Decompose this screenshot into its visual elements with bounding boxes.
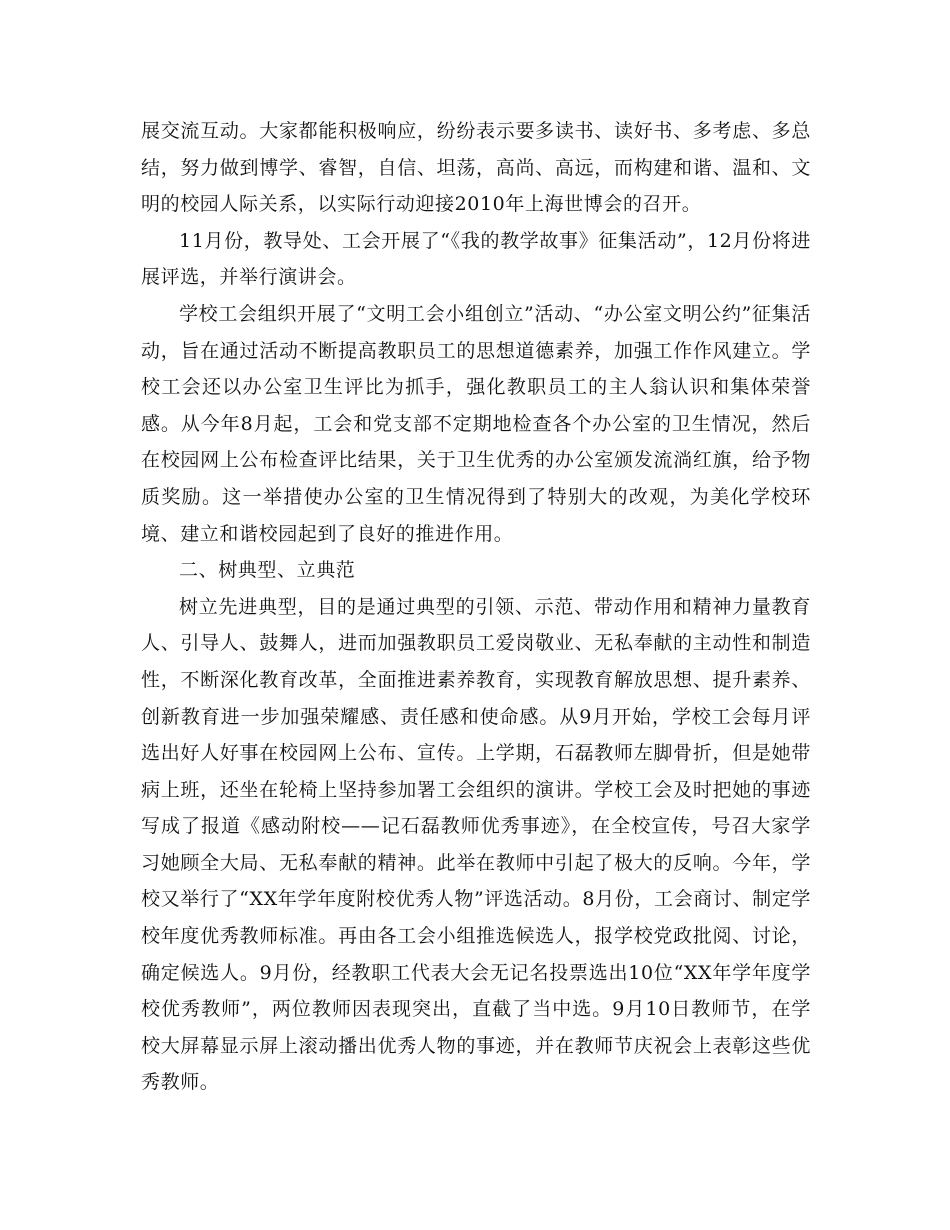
paragraph-continued: 展交流互动。大家都能积极响应，纷纷表示要多读书、读好书、多考虑、多总结，努力做到博学、睿智，自信、坦荡，高尚、高远，而构建和谐、温和、文明的校园人际关系，以实际行动迎接2010年上海世博会的召开。 bbox=[141, 120, 811, 216]
paragraph-role-models: 树立先进典型，目的是通过典型的引领、示范、带动作用和精神力量教育人、引导人、鼓舞人，进而加强教职员工爱岗敬业、无私奉献的主动性和制造性，不断深化教育改革，全面推进素养教育，实现教育解放思想、提升素养、创新教育进一步加强荣耀感、责任感和使命感。从9月开始，学校工会每月评选出好人好事在校园网上公布、宣传。上学期，石磊教师左脚骨折，但是她带病上班，还坐在轮椅上坚持参加署工会组织的演讲。学校工会及时把她的事迹写成了报道《感动附校——记石磊教师优秀事迹》，在全校宣传，号召大家学习她顾全大局、无私奉献的精神。此举在教师中引起了极大的反响。今年，学校又举行了“XX年学年度附校优秀人物”评选活动。8月份，工会商讨、制定学校年度优秀教师标准。再由各工会小组推选候选人，报学校党政批阅、讨论，确定候选人。9月份，经教职工代表大会无记名投票选出10位“XX年学年度学校优秀教师”，两位教师因表现突出，直截了当中选。9月10日教师节，在学校大屏幕显示屏上滚动播出优秀人物的事迹，并在教师节庆祝会上表彰这些优秀教师。 bbox=[141, 595, 811, 1094]
document-body bbox=[141, 113, 811, 1101]
section-heading: 二、树典型、立典范 bbox=[179, 559, 356, 582]
paragraph-civilized-union: 学校工会组织开展了“文明工会小组创立”活动、“办公室文明公约”征集活动，旨在通过活动不断提高教职员工的思想道德素养，加强工作作风建立。学校工会还以办公室卫生评比为抓手，强化教职员工的主人翁认识和集体荣誉感。从今年8月起，工会和党支部不定期地检查各个办公室的卫生情况，然后在校园网上公布检查评比结果，关于卫生优秀的办公室颁发流淌红旗，给予物质奖励。这一举措使办公室的卫生情况得到了特别大的改观，为美化学校环境、建立和谐校园起到了良好的推进作用。 bbox=[141, 302, 811, 545]
paragraph-teaching-story: 11月份，教导处、工会开展了“《我的教学故事》征集活动”，12月份将进展评选，并举行演讲会。 bbox=[141, 229, 811, 289]
